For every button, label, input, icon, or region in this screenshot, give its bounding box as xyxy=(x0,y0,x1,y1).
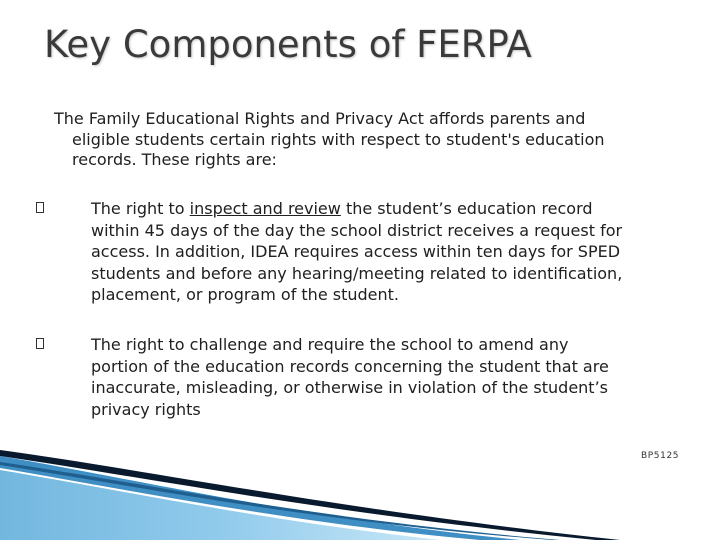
bullet-line: inaccurate, misleading, or otherwise in violation of the student’s xyxy=(91,378,608,397)
intro-line: records. These rights are: xyxy=(72,150,277,169)
intro-line: The Family Educational Rights and Privacy Act affords parents and xyxy=(54,109,586,128)
slide-title: Key Components of FERPA xyxy=(44,23,532,66)
intro-line: eligible students certain rights with respect to student's education xyxy=(72,129,605,149)
bullet-line: within 45 days of the day the school district receives a request for xyxy=(91,220,623,240)
bullet-text xyxy=(91,198,691,306)
bullet-line: placement, or program of the student. xyxy=(91,285,399,304)
bullet-line xyxy=(91,198,691,220)
footer-code: BP5125 xyxy=(641,451,680,461)
bullet-line: students and before any hearing/meeting related to identification, xyxy=(91,263,623,283)
square-bullet-icon xyxy=(36,202,44,213)
bullet-text-segment: the student’s education record xyxy=(340,199,593,218)
bullet-line: portion of the education records concerning the student that are xyxy=(91,356,609,376)
bullet-text-segment: The right to xyxy=(91,199,190,218)
intro-paragraph xyxy=(54,109,684,171)
decorative-swoosh xyxy=(0,440,720,540)
bullet-line: The right to challenge and require the school to amend any xyxy=(91,335,569,354)
bullet-line: privacy rights xyxy=(91,399,201,419)
bullet-text xyxy=(91,334,691,420)
bullet-line: access. In addition, IDEA requires access within ten days for SPED xyxy=(91,242,621,261)
underlined-phrase: inspect and review xyxy=(189,199,341,218)
square-bullet-icon xyxy=(36,338,44,349)
